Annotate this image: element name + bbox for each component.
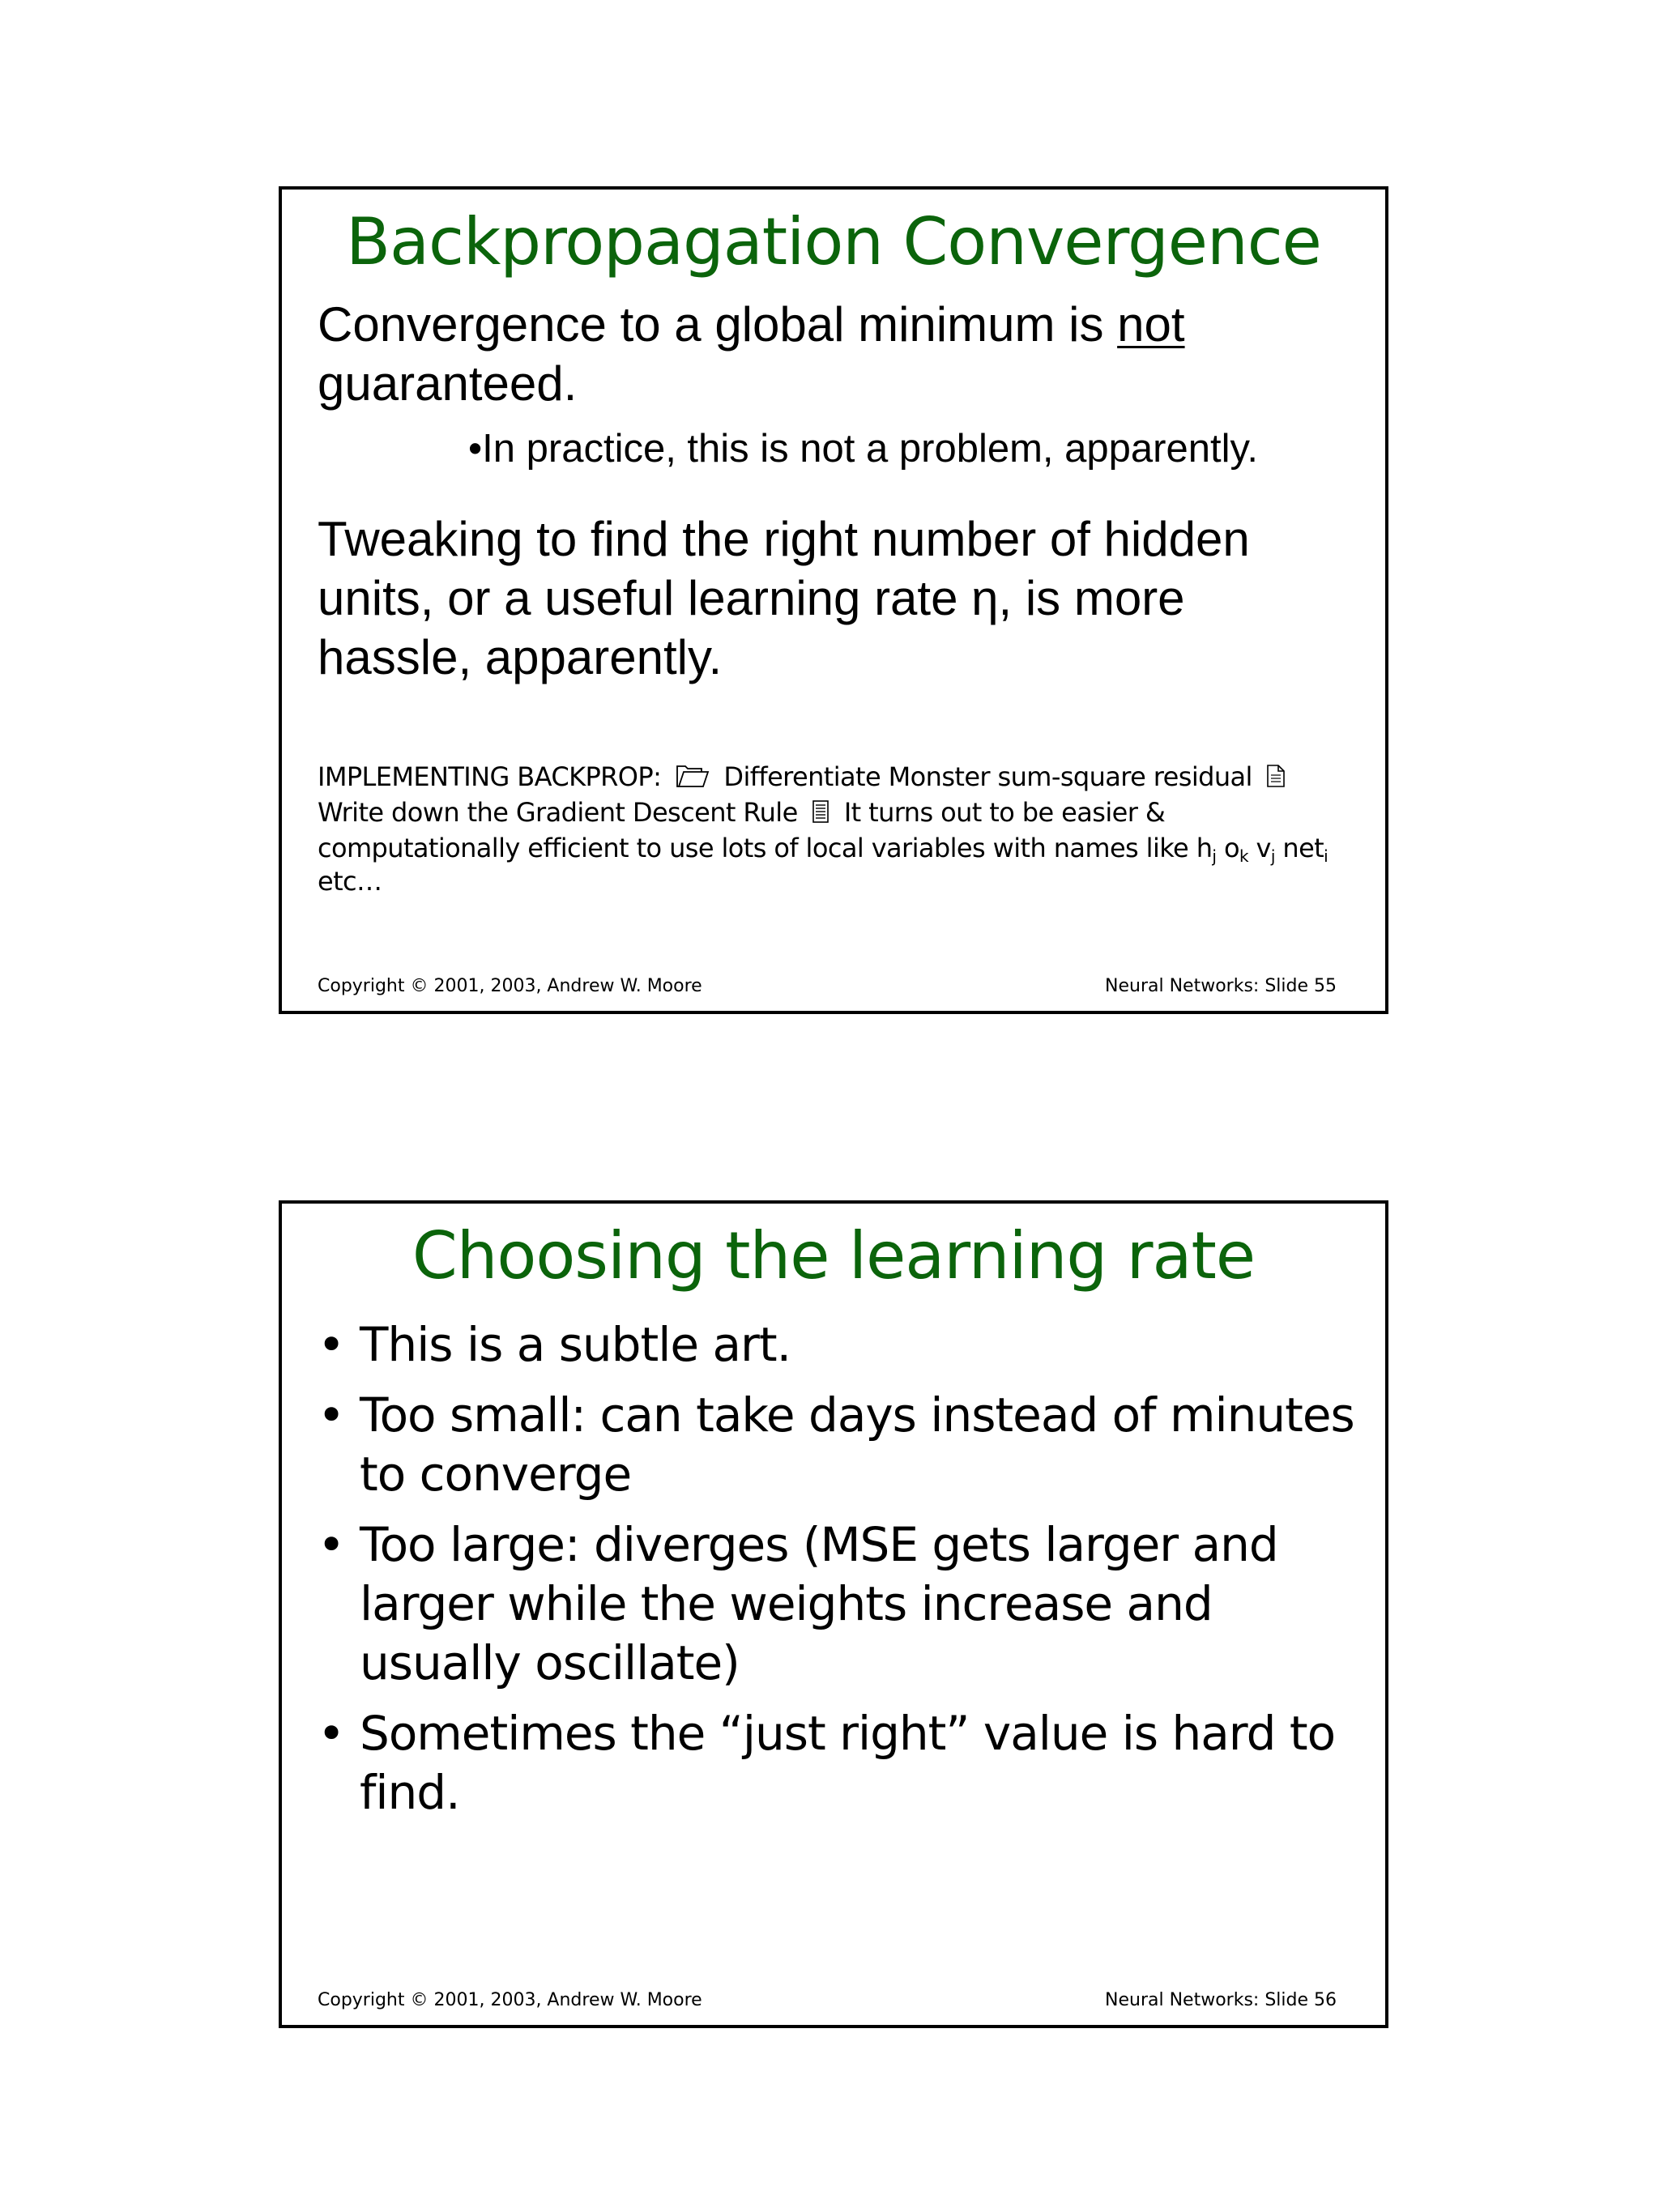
document-lines-icon: [812, 799, 830, 832]
list-item: [318, 1315, 1371, 1375]
note-line-4: etc…: [318, 866, 382, 897]
note-text: net: [1274, 833, 1324, 863]
list-item: [318, 1704, 1371, 1822]
bullet-line: Too small: can take days instead of minutes: [360, 1387, 1354, 1443]
subscript: j: [1270, 846, 1275, 866]
note-text: It turns out to be easier &: [843, 797, 1166, 828]
bullet-line: Sometimes the “just right” value is hard to: [360, 1706, 1336, 1761]
list-item: [318, 1386, 1371, 1504]
sub-bullet: •In practice, this is not a problem, apparently.: [468, 427, 1258, 471]
note-text: computationally efficient to use lots of local variables with names like h: [318, 833, 1213, 863]
slide-number-footer: Neural Networks: Slide 56: [1105, 1990, 1337, 2010]
bullet-dot: •: [318, 1317, 345, 1372]
note-text: o: [1216, 833, 1239, 863]
note-text: Differentiate Monster sum-square residual: [723, 761, 1252, 792]
list-item: [318, 1515, 1371, 1693]
slide-title: Choosing the learning rate: [412, 1218, 1256, 1294]
bullet-line: larger while the weights increase and: [360, 1576, 1213, 1631]
paragraph-line: hassle, apparently.: [318, 630, 723, 684]
tweaking-paragraph: [318, 509, 1250, 687]
paragraph-line: units, or a useful learning rate η, is more: [318, 571, 1185, 625]
note-line-2: [318, 796, 1330, 832]
bullet-dot: •: [318, 1706, 345, 1761]
bullet-line: This is a subtle art.: [360, 1317, 791, 1372]
bullet-line: to converge: [360, 1447, 632, 1502]
slide-55: [279, 186, 1388, 1014]
underlined-word: not: [1117, 297, 1185, 352]
subscript: i: [1324, 846, 1328, 866]
note-line-3: [318, 832, 1330, 865]
bullet-line: Too large: diverges (MSE gets larger and: [360, 1517, 1278, 1572]
convergence-paragraph: [318, 295, 1185, 413]
bullet-dot: •: [318, 1387, 345, 1443]
document-icon: [1266, 763, 1286, 796]
paragraph-text: Convergence to a global minimum is: [318, 297, 1118, 352]
implementing-note: [318, 761, 1330, 898]
note-text: IMPLEMENTING BACKPROP:: [318, 761, 662, 792]
paragraph-text: guaranteed.: [318, 356, 578, 411]
slide-title: Backpropagation Convergence: [346, 204, 1321, 279]
subscript: j: [1212, 846, 1217, 866]
copyright-footer: Copyright © 2001, 2003, Andrew W. Moore: [318, 1990, 702, 2010]
copyright-footer: Copyright © 2001, 2003, Andrew W. Moore: [318, 976, 702, 996]
bullet-line: find.: [360, 1765, 460, 1820]
subscript: k: [1239, 846, 1248, 866]
note-text: Write down the Gradient Descent Rule: [318, 797, 798, 828]
bullet-line: usually oscillate): [360, 1635, 740, 1690]
bullet-dot: •: [318, 1517, 345, 1572]
slide-number-footer: Neural Networks: Slide 55: [1105, 976, 1337, 996]
paragraph-line: Tweaking to find the right number of hidden: [318, 512, 1250, 566]
note-line-1: [318, 761, 1330, 796]
folder-icon: [676, 763, 710, 796]
slide-56: [279, 1200, 1388, 2028]
bullet-list: [318, 1315, 1371, 1834]
note-text: v: [1247, 833, 1271, 863]
